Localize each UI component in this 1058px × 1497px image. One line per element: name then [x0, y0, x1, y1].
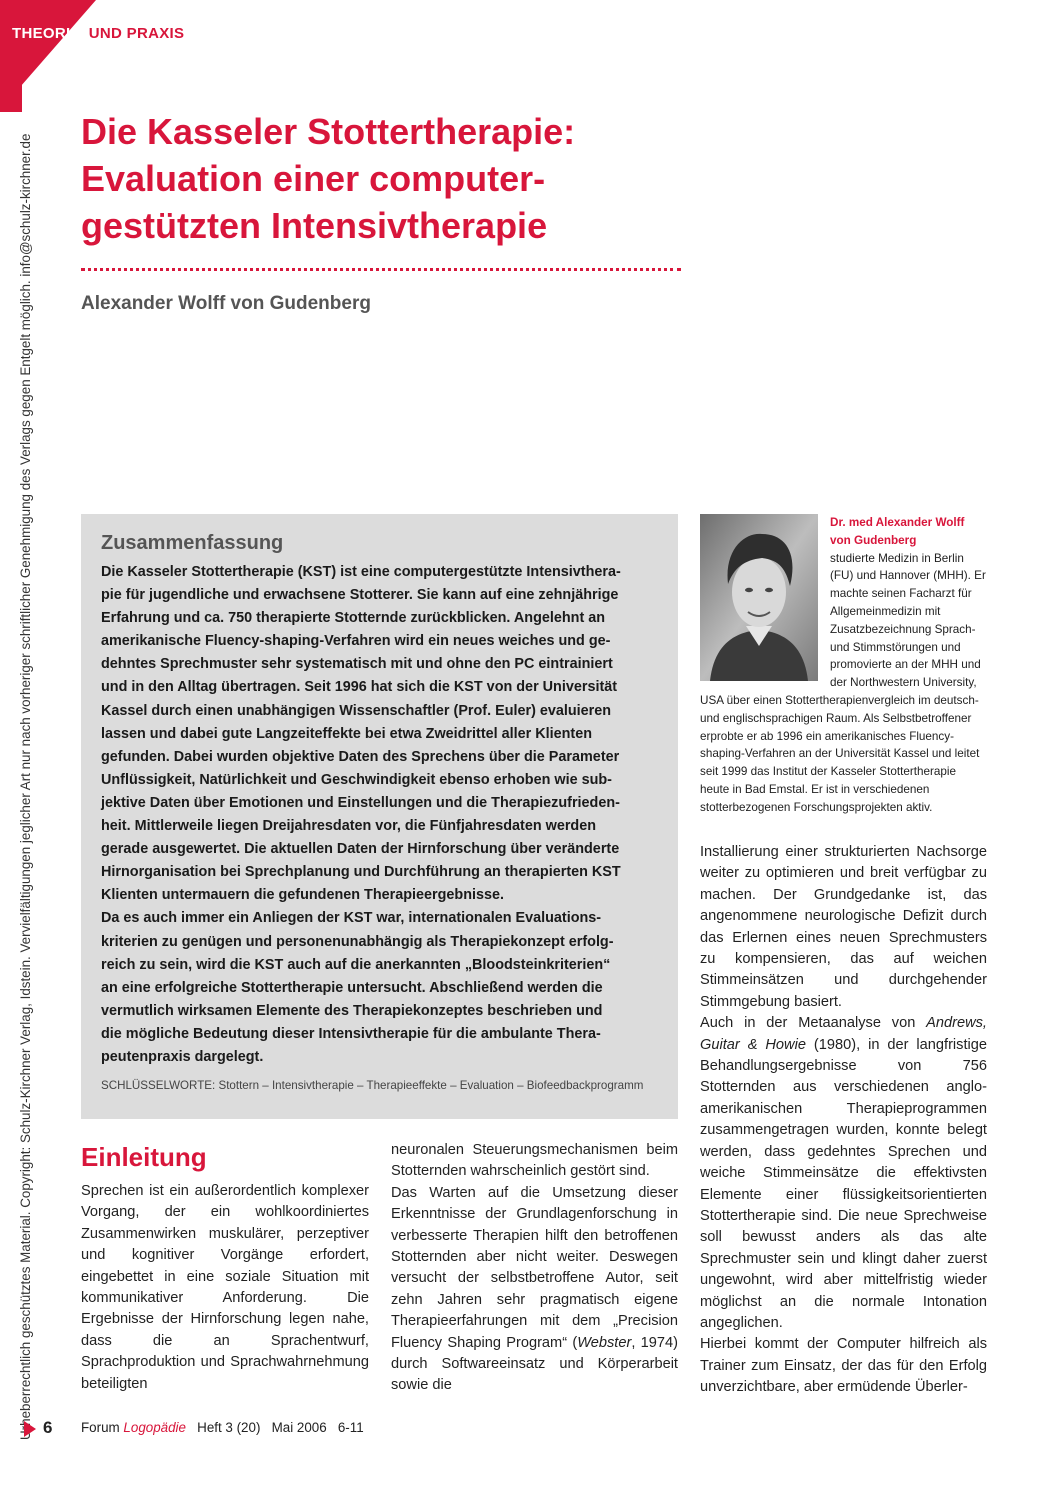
body-paragraph: [391, 1183, 678, 1397]
copyright-sidebar: Urheberrechtlich geschütztes Material. Copyright: Schulz-Kirchner Verlag, Idstein. Vervielfältigungen jeglicher Art nur nach vorheriger schriftlicher Genehmigung des Verlags gegen Entgelt möglich. info@schulz-kirchner.de: [18, 133, 33, 1440]
title-line: Evaluation einer computer-: [81, 158, 546, 199]
journal-prefix: Forum: [81, 1420, 124, 1435]
abstract-line: gefunden. Dabei wurden objektive Daten des Sprechens über die Parameter: [101, 748, 620, 765]
body-column-2: [391, 1140, 678, 1397]
abstract-line: Da es auch immer ein Anliegen der KST war, internationalen Evaluations-: [101, 910, 602, 927]
journal-reference: [81, 1420, 364, 1435]
abstract-line: amerikanische Fluency-shaping-Verfahren wird ein neues weiches und ge-: [101, 633, 611, 650]
body-column-3: [700, 842, 987, 1399]
journal-issue: Heft 3 (20): [197, 1420, 261, 1435]
bio-name: Dr. med Alexander Wolff von Gudenberg: [830, 516, 965, 547]
abstract-line: peutenpraxis dargelegt.: [101, 1048, 264, 1065]
abstract-line: lassen und dabei gute Langzeiteffekte bei etwa Zweidrittel aller Klienten: [101, 725, 592, 742]
page-footer: [0, 1418, 1058, 1440]
abstract-line: und in den Alltag übertragen. Seit 1996 hat sich die KST von der Universität: [101, 679, 618, 696]
abstract-line: an eine erfolgreiche Stottertherapie untersucht. Abschließend werden die: [101, 979, 603, 996]
abstract-line: Unflüssigkeit, Natürlichkeit und Geschwindigkeit ebenso erhoben wie sub-: [101, 771, 612, 788]
author-bio: [700, 514, 986, 817]
body-paragraph: Hierbei kommt der Computer hilfreich als Trainer zum Einsatz, der das für den Erfolg unverzichtbare, aber ermüdende Überler-: [700, 1336, 987, 1396]
article-author: Alexander Wolff von Gudenberg: [81, 293, 371, 314]
abstract-line: heit. Mittlerweile liegen Dreijahresdaten vor, die Fünfjahresdaten werden: [101, 818, 597, 835]
body-paragraph: Installierung einer strukturierten Nachsorge weiter zu optimieren und breit verfügbar zu machen. Der Grundgedanke ist, das angenommene neurologische Defizit durch das Erlernen eines neuen Sprechmusters zu kompensieren, das auf weichen Stimmeinsätzen und durchgehender Stimmgebung basiert.: [700, 844, 987, 1010]
body-text: (1980), in der langfristige Behandlungsergebnisse von 756 Stotternden aus verschiedenen anglo-amerikanischen Therapieprogrammen zusammengetragen wurden, konnte belegt werden, dass gedehntes Sprechen und weiche Stimmeinsätze die effektivsten Elemente einer flüssigkeitsorientierten Stottertherapie sind. Die neue Sprechweise soll bewusst anders als das alte Sprechmuster sein und klingt daher zuerst ungewohnt, wird aber mittelfristig wieder möglichst an die normale Intonation angeglichen.: [700, 1036, 988, 1331]
abstract-line: pie für jugendliche und erwachsene Stotterer. Sie kann auf eine zehnjährige: [101, 587, 619, 604]
body-text: Das Warten auf die Umsetzung dieser Erkenntnisse der Grundlagenforschung in verbesserte Therapien hilft den betroffenen Stotternden aber nicht weiter. Deswegen versucht der selbstbetroffene Autor, seit zehn Jahren sehr pragmatisch eigene Therapieerfahrungen mit dem „Precision Fluency Shaping Program“ (: [391, 1184, 678, 1351]
body-paragraph: Sprechen ist ein außerordentlich komplexer Vorgang, der ein wohlkoordiniertes Zusammenwirken muskulärer, perzeptiver und kognitiver Vorgänge erfordert, eingebettet in eine soziale Situation mit kommunikativer Anforderung. Die Ergebnisse der Hirnforschung legen nahe, dass die an Sprachentwurf, Sprachproduktion und Sprachwahrnehmung beteiligten: [81, 1183, 369, 1392]
citation: Webster: [577, 1334, 632, 1351]
journal-date: Mai 2006: [271, 1420, 327, 1435]
title-divider: [81, 268, 681, 271]
abstract-heading: Zusammenfassung: [101, 532, 284, 554]
abstract-line: kriterien zu genügen und personenunabhängig als Therapiekonzept erfolg-: [101, 933, 614, 950]
section-heading-einleitung: Einleitung: [81, 1142, 207, 1172]
citation: Andrews, Guitar & Howie: [700, 1015, 987, 1053]
title-line: Die Kasseler Stottertherapie:: [81, 111, 576, 152]
body-column-1: [81, 1140, 369, 1395]
section-label: [12, 25, 184, 42]
abstract-keywords: SCHLÜSSELWORTE: Stottern – Intensivtherapie – Therapieeffekte – Evaluation – Biofeedbackprogramm: [101, 1079, 644, 1093]
abstract-line: jektive Daten über Emotionen und Einstellungen und die Therapiezufrieden-: [101, 794, 620, 811]
abstract-line: Hirnorganisation bei Sprechplanung und Durchführung an therapierten KST: [101, 864, 621, 881]
journal-pages: 6-11: [337, 1420, 364, 1435]
journal-brand: Logopädie: [123, 1420, 186, 1435]
page-number: 6: [43, 1418, 53, 1437]
abstract-line: dehntes Sprechmuster sehr systematisch mit und ohne den PC eintrainiert: [101, 656, 613, 673]
abstract-line: Kassel durch einen unabhängigen Wissenschaftler (Prof. Euler) evaluieren: [101, 702, 612, 719]
bio-text: studierte Medizin in Berlin (FU) und Hannover (MHH). Er machte seinen Facharzt für Allgemeinmedizin mit Zusatzbezeichnung Sprach- und Stimmstörungen und promovierte an der MHH und der Northwestern University, USA über einen Stottertherapienvergleich im deutsch- und englischsprachigen Raum. Als Selbstbetroffener erprobte er ab 1996 ein amerikanisches Fluency-shaping-Verfahren an der Universität Kassel und leitet seit 1999 das Institut der Kasseler Stottertherapie heute in Bad Emstal. Er ist in verschiedenen stotterbezogenen Forschungsprojekten aktiv.: [700, 551, 986, 814]
abstract-line: reich zu sein, wird die KST auch auf die anerkannten „Bloodsteinkriterien“: [101, 956, 611, 973]
abstract-text: [101, 561, 658, 1069]
body-paragraph: neuronalen Steuerungsmechanismen beim Stotternden wahrscheinlich gestört sind.: [391, 1142, 678, 1180]
abstract-box: [81, 514, 678, 1119]
abstract-line: Erfahrung und ca. 750 therapierte Stotternde zurückblicken. Angelehnt an: [101, 610, 606, 627]
abstract-line: Die Kasseler Stottertherapie (KST) ist eine computergestützte Intensivthera-: [101, 564, 621, 580]
abstract-line: die mögliche Bedeutung dieser Intensivtherapie für die ambulante Thera-: [101, 1025, 601, 1042]
section-label-theorie: THEORIE: [12, 25, 81, 42]
footer-arrow-icon: [24, 1421, 36, 1437]
author-portrait: [700, 514, 818, 681]
author-portrait-drawing: [700, 514, 818, 681]
abstract-line: Klienten untermauern die gefundenen Therapieergebnisse.: [101, 887, 505, 904]
body-text: , 1974) durch Softwareeinsatz und Körperarbeit sowie die: [391, 1334, 678, 1394]
body-text: Auch in der Metaanalyse von: [700, 1015, 927, 1032]
body-paragraph: [700, 1013, 987, 1334]
title-line: gestützten Intensivtherapie: [81, 205, 548, 246]
section-label-praxis: UND PRAXIS: [88, 25, 185, 42]
article-title: [81, 108, 721, 249]
corner-accent-triangle: [0, 0, 96, 110]
abstract-line: vermutlich wirksamen Elemente des Therapiekonzeptes beschrieben und: [101, 1002, 603, 1019]
abstract-line: gerade ausgewertet. Die aktuellen Daten der Hirnforschung über veränderte: [101, 841, 620, 858]
